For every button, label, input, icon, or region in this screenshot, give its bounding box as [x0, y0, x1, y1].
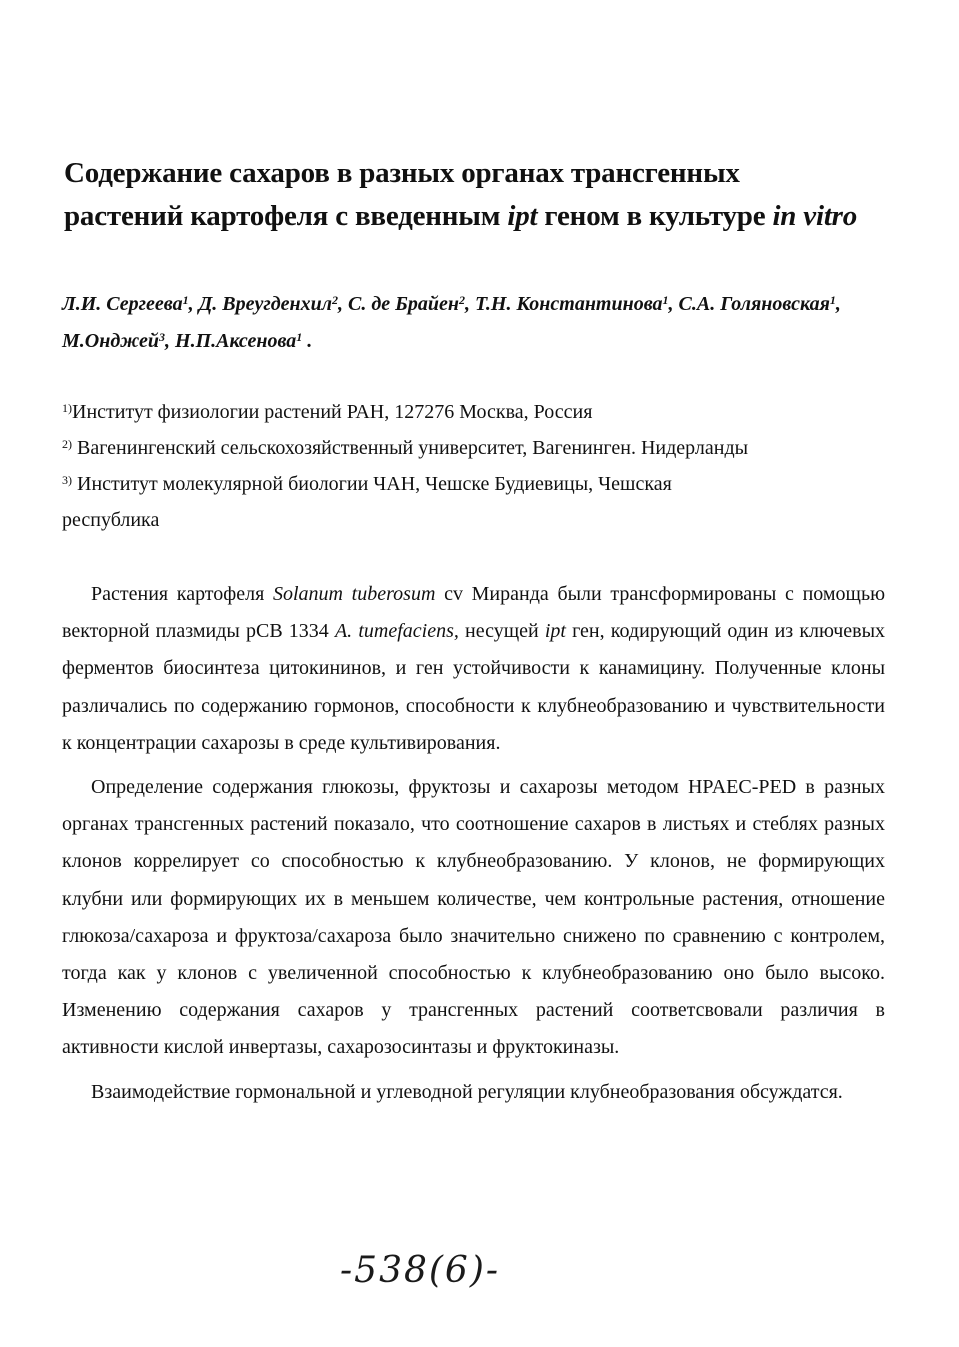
title-text: растений картофеля с введенным — [64, 200, 508, 232]
affiliations — [62, 394, 912, 538]
agrobacterium-name: A. tumefaciens, — [334, 620, 459, 643]
affiliation-text: Вагенингенский сельскохозяйственный университет, Вагенинген. Нидерланды — [72, 437, 749, 459]
affiliation-text: Институт физиологии растений РАН, 127276 Москва, Россия — [72, 401, 593, 423]
affiliation-mark: 3) — [62, 473, 72, 487]
author: , М.Онджей — [62, 293, 841, 352]
title-text: геном в культуре — [537, 200, 773, 232]
author: , Т.Н. Константинова — [464, 293, 663, 315]
affiliation-mark: 1 — [662, 293, 669, 307]
author: Л.И. Сергеева — [62, 293, 183, 315]
paragraph-text: ген, кодирующий один из ключевых ферментов биосинтеза цитокининов, и ген устойчивости к канамицину. Полученные клоны различались по содержанию гормонов, способности к клубнеобразованию и чувствительности к концентрации сахарозы в среде культивирования. — [62, 620, 886, 754]
gene-ipt: ipt — [544, 620, 566, 643]
author: , С.А. Голяновская — [668, 293, 830, 315]
affiliation-2 — [62, 430, 912, 466]
affiliation-mark: 2 — [332, 293, 339, 307]
affiliation-3-continued — [62, 502, 912, 538]
paragraph-text: cv Миранда были трансформированы с помощью векторной плазмиды pCB 1334 — [62, 583, 886, 643]
title-gene-ipt: ipt — [507, 200, 538, 232]
affiliation-mark: 1 — [296, 330, 303, 344]
article-title — [64, 152, 904, 238]
paragraph-text: несущей — [458, 620, 545, 643]
affiliation-mark: 2) — [62, 437, 72, 451]
affiliation-mark: 3 — [159, 330, 166, 344]
author-list-end: . — [302, 330, 313, 352]
author-list — [62, 286, 902, 360]
paragraph-3: Взаимодействие гормональной и углеводной регуляции клубнеобразования обсуждатся. — [91, 1080, 843, 1103]
handwritten-page-number: -538(6)- — [340, 1250, 501, 1291]
affiliation-mark: 2 — [458, 293, 465, 307]
abstract-body — [62, 576, 885, 1118]
title-in-vitro: in vitro — [772, 200, 858, 232]
title-line-2 — [64, 195, 904, 238]
affiliation-1 — [62, 394, 912, 430]
species-name: Solanum tuberosum — [273, 583, 436, 605]
affiliation-text: республика — [62, 509, 160, 531]
author: , Н.П.Аксенова — [165, 330, 297, 352]
paragraph-1 — [62, 576, 885, 762]
affiliation-3 — [62, 466, 912, 502]
affiliation-mark: 1 — [829, 293, 836, 307]
affiliation-text: Институт молекулярной биологии ЧАН, Чешске Будиевицы, Чешская — [72, 473, 672, 495]
affiliation-mark: 1 — [182, 293, 189, 307]
paragraph-2: Определение содержания глюкозы, фруктозы и сахарозы методом HPAEC-PED в разных органах трансгенных растений показало, что соотношение сахаров в листьях и стеблях разных клонов коррелирует со способностью к клубнеобразованию. У клонов, не формирующих клубни или формирующих их в меньшем количестве, чем контрольные растения, отношение глюкоза/сахароза и фруктоза/сахароза было значительно снижено по сравнению с контролем, тогда как у клонов с увеличенной способностью к клубнеобразованию оно было высоко. Изменению содержания сахаров у трансгенных растений соответсвовали различия в активности кислой инвертазы, сахарозосинтазы и фруктокиназы. — [62, 776, 885, 1059]
author: , С. де Брайен — [338, 293, 459, 315]
affiliation-mark: 1) — [62, 401, 72, 415]
author: , Д. Вреугденхил — [188, 293, 333, 315]
paragraph-text: Растения картофеля — [91, 583, 273, 605]
title-line-1: Содержание сахаров в разных органах трансгенных — [64, 157, 740, 189]
